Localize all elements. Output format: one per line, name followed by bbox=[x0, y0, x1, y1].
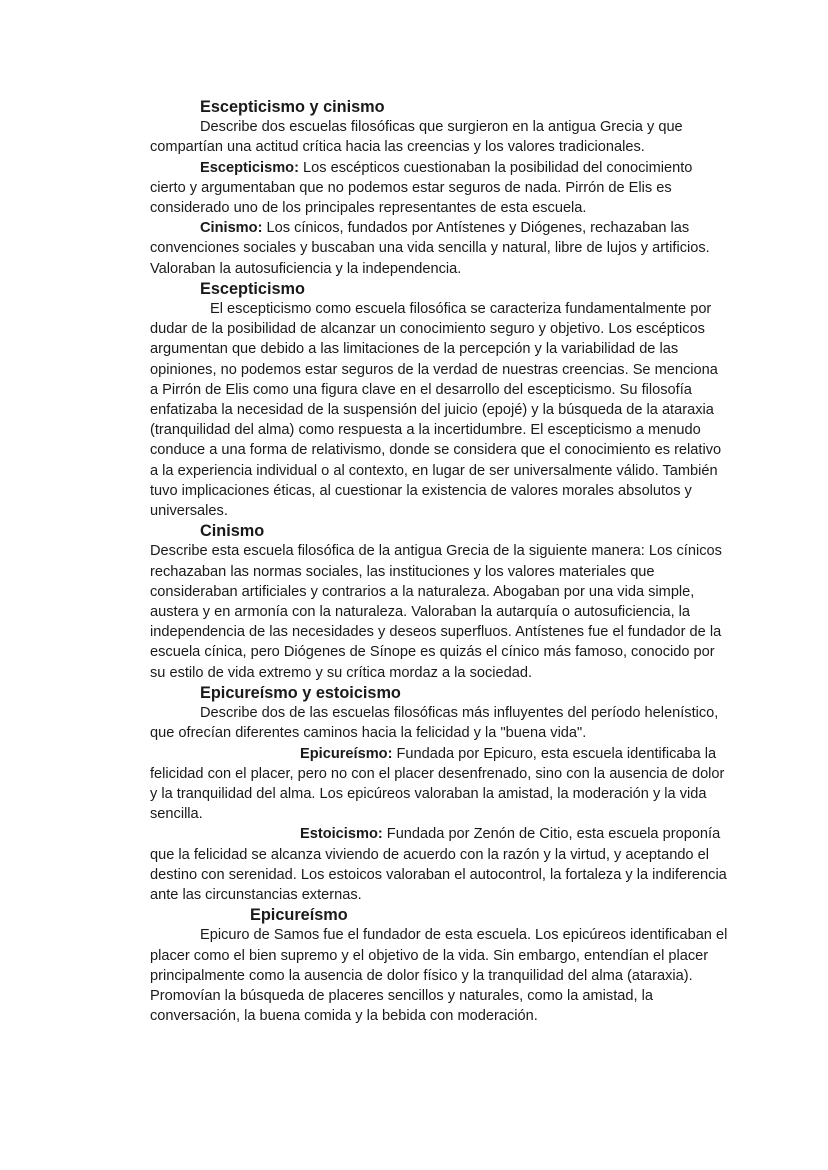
paragraph-intro-epicureismo-estoicismo: Describe dos de las escuelas filosóficas más influyentes del período helenístico, que ofrecían diferentes caminos hacia la felicidad y la "buena vida". bbox=[150, 705, 719, 742]
document-body bbox=[150, 97, 730, 1026]
paragraph-intro-escepticismo-cinismo: Describe dos escuelas filosóficas que surgieron en la antigua Grecia y que compartían una actitud crítica hacia las creencias y los valores tradicionales. bbox=[150, 119, 683, 156]
paragraph-cinismo-definition bbox=[150, 218, 730, 279]
heading-epicureismo-y-estoicismo: Epicureísmo y estoicismo bbox=[200, 683, 401, 702]
paragraph-escepticismo-definition bbox=[150, 158, 730, 219]
heading-escepticismo: Escepticismo bbox=[200, 279, 305, 298]
term-cinismo: Cinismo: bbox=[200, 220, 263, 237]
definition-estoicismo: Fundada por Zenón de Citio, esta escuela proponía que la felicidad se alcanza viviendo de acuerdo con la razón y la virtud, y aceptando el destino con serenidad. Los estoicos valoraban el autocontrol, la fortaleza y la indiferencia ante las circunstancias externas. bbox=[150, 826, 727, 903]
paragraph-cinismo-body: Describe esta escuela filosófica de la antigua Grecia de la siguiente manera: Los cínicos rechazaban las normas sociales, las instituciones y los valores materiales que consideraban artificiales y contrarios a la naturaleza. Abogaban por una vida simple, austera y en armonía con la naturaleza. Valoraban la autarquía o autosuficiencia, la independencia de las necesidades y deseos superfluos. Antístenes fue el fundador de la escuela cínica, pero Diógenes de Sínope es quizás el cínico más famoso, conocido por su estilo de vida extremo y su crítica mordaz a la sociedad. bbox=[150, 543, 722, 681]
paragraph-estoicismo-definition bbox=[150, 824, 730, 905]
heading-cinismo: Cinismo bbox=[200, 522, 265, 541]
term-escepticismo: Escepticismo: bbox=[200, 159, 299, 176]
heading-epicureismo: Epicureísmo bbox=[250, 906, 348, 925]
term-epicureismo: Epicureísmo: bbox=[300, 745, 393, 762]
term-estoicismo: Estoicismo: bbox=[300, 826, 383, 843]
definition-epicureismo: Fundada por Epicuro, esta escuela identificaba la felicidad con el placer, pero no con el placer desenfrenado, sino con la ausencia de dolor y la tranquilidad del alma. Los epicúreos valoraban la amistad, la moderación y la vida sencilla. bbox=[150, 745, 725, 823]
paragraph-epicureismo-body: Epicuro de Samos fue el fundador de esta escuela. Los epicúreos identificaban el placer como el bien supremo y el objetivo de la vida. Sin embargo, entendían el placer principalmente como la ausencia de dolor físico y la tranquilidad del alma (ataraxia). Promovían la búsqueda de placeres sencillos y naturales, como la amistad, la conversación, la buena comida y la bebida con moderación. bbox=[150, 927, 728, 1025]
paragraph-escepticismo-body: El escepticismo como escuela filosófica se caracteriza fundamentalmente por dudar de la posibilidad de alcanzar un conocimiento seguro y objetivo. Los escépticos argumentan que debido a las limitaciones de la percepción y la variabilidad de las opiniones, no podemos estar seguros de la verdad de nuestras creencias. Se menciona a Pirrón de Elis como una figura clave en el desarrollo del escepticismo. Su filosofía enfatizaba la necesidad de la suspensión del juicio (epojé) y la búsqueda de la ataraxia (tranquilidad del alma) como respuesta a la incertidumbre. El escepticismo a menudo conduce a una forma de relativismo, donde se considera que el conocimiento es relativo a la experiencia individual o al contexto, en lugar de ser universalmente válido. También tuvo implicaciones éticas, al cuestionar la existencia de valores morales absolutos y universales. bbox=[150, 301, 722, 520]
definition-escepticismo: Los escépticos cuestionaban la posibilidad del conocimiento cierto y argumentaban que no podemos estar seguros de nada. Pirrón de Elis es considerado uno de los principales representantes de esta escuela. bbox=[150, 159, 693, 217]
heading-escepticismo-y-cinismo: Escepticismo y cinismo bbox=[200, 98, 385, 116]
definition-cinismo: Los cínicos, fundados por Antístenes y Diógenes, rechazaban las convenciones sociales y buscaban una vida sencilla y natural, libre de lujos y artificios. Valoraban la autosuficiencia y la independencia. bbox=[150, 220, 710, 277]
paragraph-epicureismo-definition bbox=[150, 744, 730, 825]
